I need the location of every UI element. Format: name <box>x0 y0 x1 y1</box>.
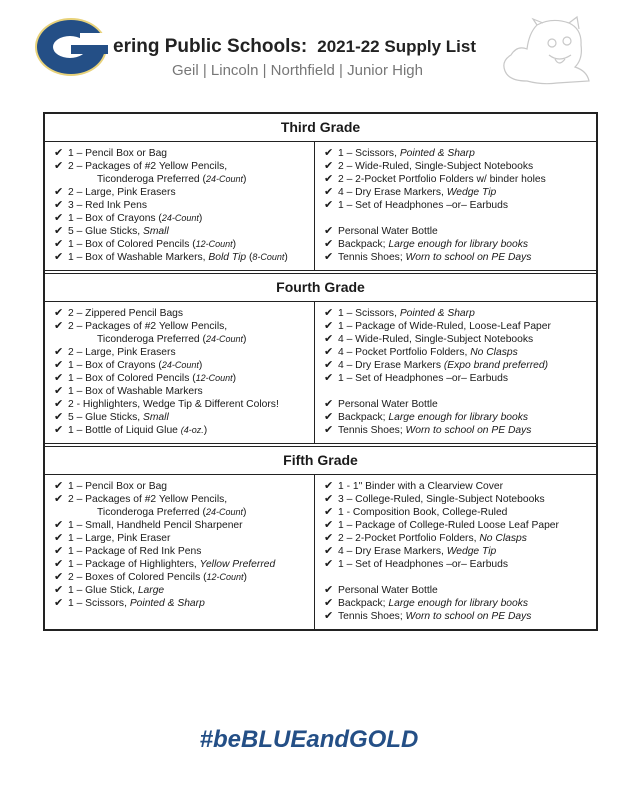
check-icon: ✔ <box>324 597 334 609</box>
item-note: Wedge Tip <box>446 187 497 198</box>
supply-item <box>54 519 314 532</box>
supply-item <box>324 333 596 346</box>
supply-item <box>54 346 314 359</box>
supply-item <box>324 584 596 597</box>
item-text: 4 – Pocket Portfolio Folders, <box>338 347 471 358</box>
supply-item-label <box>338 398 438 411</box>
item-text: 1 – Glue Stick, <box>68 585 138 596</box>
check-icon: ✔ <box>324 519 334 531</box>
check-icon: ✔ <box>324 251 334 263</box>
item-note: No Clasps <box>470 347 518 358</box>
item-note: Wedge Tip <box>446 546 497 557</box>
item-note: 24-Count <box>205 174 243 184</box>
supply-item <box>54 199 314 212</box>
check-icon: ✔ <box>324 480 334 492</box>
supply-item <box>54 532 314 545</box>
check-icon: ✔ <box>54 411 64 423</box>
supply-item <box>54 307 314 320</box>
item-text: ) <box>242 334 247 345</box>
check-icon: ✔ <box>324 359 334 371</box>
supply-item-label <box>68 398 279 411</box>
item-text: 5 – Glue Sticks, <box>68 226 143 237</box>
check-icon: ✔ <box>54 519 64 531</box>
supply-item <box>324 359 596 372</box>
check-icon: ✔ <box>54 385 64 397</box>
supply-item <box>324 411 596 424</box>
item-text: 2 – 2-Pocket Portfolio Folders w/ binder holes <box>338 174 546 185</box>
item-text: 1 – Box of Washable Markers, <box>68 252 209 263</box>
supply-column-right <box>315 302 596 443</box>
item-note: 24-Count <box>161 213 199 223</box>
supply-item-label <box>68 225 169 238</box>
supply-item <box>324 610 596 623</box>
check-icon: ✔ <box>324 199 334 211</box>
item-note: 8-Count <box>252 252 285 262</box>
item-text: 1 – Pencil Box or Bag <box>68 481 168 492</box>
item-text: 2 – Large, Pink Erasers <box>68 347 176 358</box>
supply-item <box>324 186 596 199</box>
item-note: 12-Count <box>195 373 233 383</box>
supply-item-label <box>68 480 167 493</box>
check-icon: ✔ <box>324 545 334 557</box>
supply-column-left <box>45 475 315 629</box>
item-text: 2 – Zippered Pencil Bags <box>68 308 184 319</box>
check-icon: ✔ <box>54 493 64 505</box>
check-icon: ✔ <box>54 320 64 332</box>
supply-item <box>324 346 596 359</box>
supply-item <box>54 186 314 199</box>
check-icon: ✔ <box>324 238 334 250</box>
item-text: 1 – Box of Crayons ( <box>68 213 162 224</box>
check-icon: ✔ <box>54 238 64 250</box>
item-text: 1 – Box of Colored Pencils ( <box>68 239 196 250</box>
page-title <box>113 36 476 58</box>
supply-item-label <box>68 160 227 173</box>
check-icon: ✔ <box>54 199 64 211</box>
item-text: 1 – Large, Pink Eraser <box>68 533 171 544</box>
item-text: 2 – Large, Pink Erasers <box>68 187 176 198</box>
item-text: Backpack; <box>338 412 389 423</box>
item-text: ) <box>198 213 203 224</box>
item-text: ) <box>232 373 237 384</box>
supply-column-left <box>45 302 315 443</box>
check-icon: ✔ <box>324 333 334 345</box>
item-text: Backpack; <box>338 239 389 250</box>
item-text: ) <box>243 572 247 583</box>
supply-item <box>54 545 314 558</box>
supply-item-label <box>338 225 438 238</box>
item-text: 1 - 1" Binder with a Clearview Cover <box>338 481 504 492</box>
item-text: Personal Water Bottle <box>338 585 438 596</box>
supply-item <box>324 480 596 493</box>
check-icon: ✔ <box>324 225 334 237</box>
item-text: 2 – Wide-Ruled, Single-Subject Notebooks <box>338 161 534 172</box>
check-icon: ✔ <box>324 320 334 332</box>
item-text: 1 – Package of Wide-Ruled, Loose-Leaf Paper <box>338 321 551 332</box>
item-note: Large enough for library books <box>388 412 529 423</box>
supply-item <box>324 320 596 333</box>
item-note: (Expo brand preferred) <box>443 360 549 371</box>
spacer <box>324 571 596 584</box>
supply-item-label <box>68 545 201 558</box>
supply-item-label <box>338 346 518 359</box>
supply-item-label <box>68 584 164 597</box>
item-note: Worn to school on PE Days <box>405 252 532 263</box>
check-icon: ✔ <box>324 584 334 596</box>
item-note: Worn to school on PE Days <box>405 611 532 622</box>
check-icon: ✔ <box>54 571 64 583</box>
supply-item <box>54 424 314 437</box>
supply-item-label <box>68 597 205 610</box>
supply-item <box>54 411 314 424</box>
item-text: 4 – Dry Erase Markers, <box>338 546 447 557</box>
check-icon: ✔ <box>324 346 334 358</box>
item-text: 4 – Dry Erase Markers <box>338 360 444 371</box>
item-text: Ticonderoga Preferred ( <box>97 174 206 185</box>
check-icon: ✔ <box>324 424 334 436</box>
supply-item-label <box>338 545 496 558</box>
check-icon: ✔ <box>54 186 64 198</box>
item-text: 1 – Small, Handheld Pencil Sharpener <box>68 520 243 531</box>
item-text: 1 – Set of Headphones –or– Earbuds <box>338 559 509 570</box>
supply-item <box>54 147 314 160</box>
supply-item-label <box>68 493 227 506</box>
supply-item-label <box>338 558 508 571</box>
supply-item-label <box>338 519 559 532</box>
check-icon: ✔ <box>54 480 64 492</box>
item-text: 1 – Box of Crayons ( <box>68 360 162 371</box>
supply-item <box>54 251 314 264</box>
supply-item-label <box>68 238 236 251</box>
item-text: 4 – Wide-Ruled, Single-Subject Notebooks <box>338 334 534 345</box>
supply-item-label <box>68 558 275 571</box>
check-icon: ✔ <box>324 372 334 384</box>
check-icon: ✔ <box>54 558 64 570</box>
grade-heading: Fifth Grade <box>45 447 596 475</box>
item-note: 12-Count <box>206 572 244 582</box>
supply-item <box>54 597 314 610</box>
supply-item <box>324 307 596 320</box>
item-note: 12-Count <box>195 239 233 249</box>
title-year: 2021-22 Supply List <box>317 37 476 56</box>
check-icon: ✔ <box>324 173 334 185</box>
supply-table <box>43 112 598 631</box>
item-text: 1 – Package of Red Ink Pens <box>68 546 202 557</box>
supply-item-label <box>68 320 227 333</box>
supply-item <box>324 558 596 571</box>
supply-item <box>54 225 314 238</box>
item-text: 2 – Boxes of Colored Pencils ( <box>68 572 207 583</box>
item-note: Large enough for library books <box>388 598 529 609</box>
check-icon: ✔ <box>54 251 64 263</box>
supply-item-label <box>338 372 508 385</box>
supply-item <box>324 424 596 437</box>
item-text: 2 – Packages of #2 Yellow Pencils, <box>68 321 228 332</box>
supply-item <box>324 225 596 238</box>
supply-item <box>324 597 596 610</box>
check-icon: ✔ <box>54 212 64 224</box>
item-note: Small <box>142 412 169 423</box>
check-icon: ✔ <box>324 398 334 410</box>
item-text: 1 – Set of Headphones –or– Earbuds <box>338 200 509 211</box>
item-text: 1 – Package of Highlighters, <box>68 559 200 570</box>
supply-item-label <box>338 320 551 333</box>
item-text: Tennis Shoes; <box>338 252 406 263</box>
grade-heading: Third Grade <box>45 114 596 142</box>
item-text: 1 – Scissors, <box>338 148 400 159</box>
supply-item-label <box>338 584 438 597</box>
item-note: Worn to school on PE Days <box>405 425 532 436</box>
item-text: 5 – Glue Sticks, <box>68 412 143 423</box>
supply-item <box>324 147 596 160</box>
item-text: 1 – Scissors, <box>338 308 400 319</box>
supply-item-label <box>338 480 503 493</box>
supply-item <box>324 372 596 385</box>
grade-body <box>45 142 596 270</box>
grade-body <box>45 475 596 629</box>
supply-item-label <box>338 199 508 212</box>
item-text: Personal Water Bottle <box>338 399 438 410</box>
item-note: Bold Tip <box>208 252 247 263</box>
check-icon: ✔ <box>54 307 64 319</box>
supply-item <box>54 398 314 411</box>
supply-item-label <box>68 251 288 264</box>
item-note: Small <box>142 226 169 237</box>
supply-item-label <box>338 597 528 610</box>
supply-item <box>54 558 314 571</box>
item-note: (4-oz. <box>180 425 204 435</box>
supply-item-label <box>338 333 533 346</box>
supply-item-label <box>338 610 531 623</box>
grade-section <box>45 270 596 443</box>
supply-item-label <box>338 251 531 264</box>
supply-item-label <box>68 372 236 385</box>
item-text: Ticonderoga Preferred ( <box>97 507 206 518</box>
item-text: 1 – Set of Headphones –or– Earbuds <box>338 373 509 384</box>
item-text: 3 – Red Ink Pens <box>68 200 147 211</box>
check-icon: ✔ <box>324 186 334 198</box>
supply-item <box>54 493 314 506</box>
item-text: ) <box>242 174 247 185</box>
check-icon: ✔ <box>54 398 64 410</box>
item-text: 2 – 2-Pocket Portfolio Folders, <box>338 533 480 544</box>
check-icon: ✔ <box>324 307 334 319</box>
item-text: ) <box>242 507 247 518</box>
supply-item-label <box>68 307 183 320</box>
supply-item-label <box>338 160 533 173</box>
item-text: Backpack; <box>338 598 389 609</box>
item-text: 4 – Dry Erase Markers, <box>338 187 447 198</box>
item-note: No Clasps <box>479 533 527 544</box>
check-icon: ✔ <box>324 532 334 544</box>
supply-column-right <box>315 142 596 270</box>
supply-item <box>54 160 314 173</box>
supply-item <box>54 212 314 225</box>
item-text: 1 – Bottle of Liquid Glue <box>68 425 181 436</box>
supply-item-label <box>338 186 496 199</box>
check-icon: ✔ <box>324 558 334 570</box>
supply-item-label <box>338 147 475 160</box>
check-icon: ✔ <box>54 225 64 237</box>
grade-section <box>45 114 596 270</box>
supply-item-label <box>68 186 176 199</box>
item-note: Pointed & Sharp <box>129 598 205 609</box>
item-note: Pointed & Sharp <box>399 148 475 159</box>
supply-item-label <box>68 532 170 545</box>
grade-heading: Fourth Grade <box>45 274 596 302</box>
item-text: 1 – Box of Colored Pencils ( <box>68 373 196 384</box>
item-text: 1 - Composition Book, College-Ruled <box>338 507 508 518</box>
item-note: 24-Count <box>205 507 243 517</box>
check-icon: ✔ <box>54 424 64 436</box>
supply-item <box>54 480 314 493</box>
supply-item-label <box>68 212 202 225</box>
supply-item-label <box>68 519 243 532</box>
supply-item <box>324 398 596 411</box>
grade-body <box>45 302 596 443</box>
item-text: ) <box>284 252 288 263</box>
supply-item <box>54 372 314 385</box>
supply-item <box>324 173 596 186</box>
item-note: Large enough for library books <box>388 239 529 250</box>
item-text: Personal Water Bottle <box>338 226 438 237</box>
check-icon: ✔ <box>324 610 334 622</box>
item-text: Tennis Shoes; <box>338 611 406 622</box>
supply-item <box>324 532 596 545</box>
item-text: 1 – Pencil Box or Bag <box>68 148 168 159</box>
supply-item-label <box>338 411 528 424</box>
supply-item <box>54 320 314 333</box>
item-note: Large <box>137 585 165 596</box>
supply-item <box>54 359 314 372</box>
item-text: Tennis Shoes; <box>338 425 406 436</box>
supply-item <box>324 199 596 212</box>
item-text: ( <box>246 252 253 263</box>
check-icon: ✔ <box>54 147 64 159</box>
item-text: Ticonderoga Preferred ( <box>97 334 206 345</box>
supply-item-label <box>68 424 207 437</box>
supply-item-label <box>338 532 527 545</box>
supply-item <box>324 160 596 173</box>
supply-column-right <box>315 475 596 629</box>
check-icon: ✔ <box>54 160 64 172</box>
supply-item-label <box>338 238 528 251</box>
supply-item-label <box>338 506 507 519</box>
supply-item-label <box>68 346 176 359</box>
item-text: 1 – Scissors, <box>68 598 130 609</box>
hashtag-footer: #beBLUEandGOLD <box>199 726 419 753</box>
supply-item <box>54 571 314 584</box>
supply-item <box>324 519 596 532</box>
check-icon: ✔ <box>324 160 334 172</box>
supply-item-continuation <box>54 506 314 519</box>
supply-item-label <box>338 173 546 186</box>
item-text: ) <box>198 360 203 371</box>
item-text: ) <box>232 239 237 250</box>
check-icon: ✔ <box>324 147 334 159</box>
supply-item-label <box>68 359 202 372</box>
item-text: 2 - Highlighters, Wedge Tip & Different Colors! <box>68 399 279 410</box>
supply-item-label <box>338 424 531 437</box>
gering-g-logo <box>34 16 108 78</box>
supply-item-continuation <box>54 173 314 186</box>
check-icon: ✔ <box>54 532 64 544</box>
supply-item <box>324 493 596 506</box>
item-note: Yellow Preferred <box>199 559 276 570</box>
item-text: 3 – College-Ruled, Single-Subject Notebooks <box>338 494 545 505</box>
title-school: ering Public Schools: <box>113 36 308 57</box>
supply-item <box>324 545 596 558</box>
check-icon: ✔ <box>324 411 334 423</box>
supply-item <box>54 238 314 251</box>
spacer <box>324 385 596 398</box>
supply-item-label <box>68 199 147 212</box>
supply-item-label <box>68 385 203 398</box>
supply-column-left <box>45 142 315 270</box>
check-icon: ✔ <box>54 359 64 371</box>
item-note: 24-Count <box>205 334 243 344</box>
supply-item-label <box>68 147 167 160</box>
bulldog-mascot-icon <box>497 15 597 87</box>
check-icon: ✔ <box>54 597 64 609</box>
check-icon: ✔ <box>54 372 64 384</box>
item-note: Pointed & Sharp <box>399 308 475 319</box>
supply-item <box>54 385 314 398</box>
check-icon: ✔ <box>324 493 334 505</box>
supply-item <box>324 251 596 264</box>
schools-subtitle: Geil | Lincoln | Northfield | Junior High <box>172 62 423 79</box>
item-text: 2 – Packages of #2 Yellow Pencils, <box>68 161 228 172</box>
item-note: 24-Count <box>161 360 199 370</box>
item-text: 1 – Package of College-Ruled Loose Leaf Paper <box>338 520 559 531</box>
supply-item <box>54 584 314 597</box>
supply-item <box>324 506 596 519</box>
supply-item-continuation <box>54 333 314 346</box>
spacer <box>324 212 596 225</box>
supply-item <box>324 238 596 251</box>
check-icon: ✔ <box>54 545 64 557</box>
check-icon: ✔ <box>54 346 64 358</box>
item-text: ) <box>203 425 208 436</box>
check-icon: ✔ <box>324 506 334 518</box>
grade-section <box>45 443 596 629</box>
supply-item-label <box>68 411 169 424</box>
item-text: 1 – Box of Washable Markers <box>68 386 203 397</box>
supply-item-label <box>338 359 548 372</box>
item-text: 2 – Packages of #2 Yellow Pencils, <box>68 494 228 505</box>
supply-item-label <box>338 493 545 506</box>
supply-item-label <box>338 307 475 320</box>
check-icon: ✔ <box>54 584 64 596</box>
supply-item-label <box>68 571 247 584</box>
